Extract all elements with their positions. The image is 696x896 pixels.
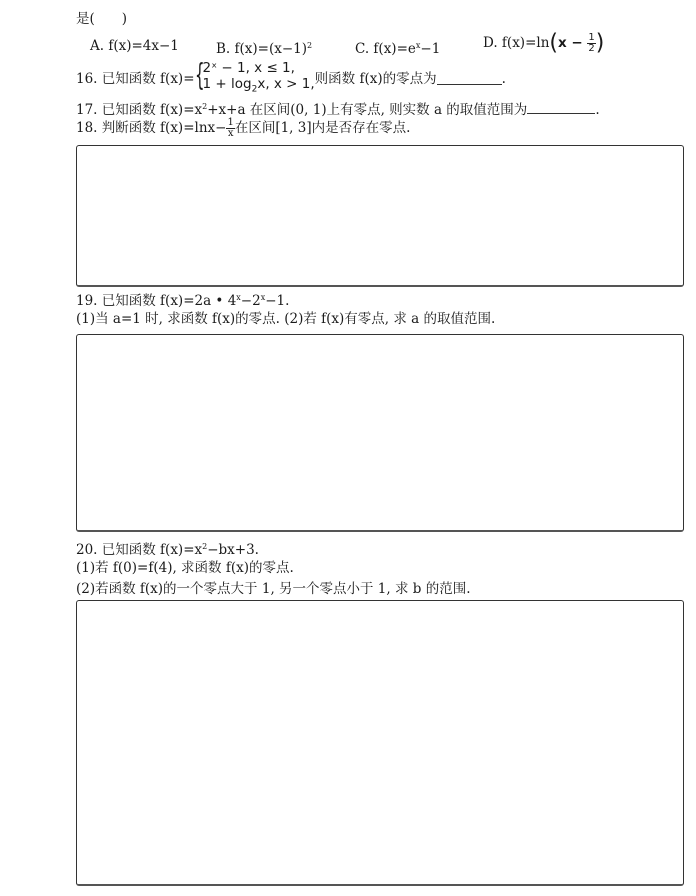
option-b-text: B. f(x)=(x−1) [216, 41, 308, 57]
q20-line-2: (1)若 f(0)=f(4), 求函数 f(x)的零点. [76, 560, 294, 576]
q20-line-3: (2)若函数 f(x)的一个零点大于 1, 另一个零点小于 1, 求 b 的范围. [76, 581, 471, 597]
fraction-denominator: x [227, 128, 234, 139]
q18-fraction [226, 118, 234, 139]
option-a-text: A. f(x)=4x−1 [90, 38, 179, 54]
q17 [76, 98, 600, 119]
q16-piecewise [195, 60, 315, 98]
q16-answer-blank[interactable] [437, 72, 502, 85]
brace-icon: { [194, 58, 205, 93]
q19-line1-a: 19. 已知函数 f(x)=2a • 4 [76, 293, 237, 309]
option-d-fraction [587, 33, 595, 54]
q20-line1-b: −bx+3. [207, 542, 259, 558]
q19-exp-1: x [236, 293, 241, 302]
q19-line1-c: −1. [265, 293, 290, 309]
q17-prefix: 17. 已知函数 f(x)=x [76, 102, 203, 118]
option-d-expr: x − [558, 35, 588, 51]
q15-option-c [355, 37, 440, 58]
option-c-exponent: x [415, 41, 421, 50]
q20-exponent: 2 [202, 542, 208, 551]
fraction-denominator: 2 [588, 43, 595, 54]
fraction-numerator: 1 [588, 32, 595, 43]
q15-option-a [90, 37, 179, 55]
q17-answer-blank[interactable] [527, 101, 595, 114]
q16-end: . [501, 70, 506, 87]
option-b-exponent: 2 [307, 41, 313, 50]
case2-sub: 2 [251, 84, 258, 95]
q18 [76, 118, 410, 139]
case2-a: 1 + log [202, 76, 252, 92]
q16-case-1: 2ˣ − 1, x ≤ 1, [202, 60, 295, 76]
option-c-text: C. f(x)=e [355, 41, 416, 57]
q19-line-2: (1)当 a=1 时, 求函数 f(x)的零点. (2)若 f(x)有零点, 求 a 的取值范围. [76, 311, 496, 327]
q20-line1-a: 20. 已知函数 f(x)=x [76, 542, 203, 558]
fraction-numerator: 1 [227, 117, 234, 128]
q15-stem-tail: 是( ) [76, 11, 128, 27]
option-d-paren-open: ( [549, 30, 558, 56]
q15-option-d [483, 30, 605, 56]
case2-b: x, x > 1, [257, 76, 315, 92]
q15-option-b [216, 37, 312, 58]
q16-prefix: 16. 已知函数 f(x)= [76, 70, 195, 87]
option-c-tail: −1 [420, 41, 441, 57]
q20-answer-box[interactable] [76, 600, 684, 886]
q17-exponent: 2 [202, 102, 208, 111]
option-d-paren-close: ) [595, 30, 605, 56]
q17-end: . [595, 102, 600, 118]
q19-line-1 [76, 289, 289, 310]
q16-case-2 [203, 76, 315, 98]
q18-prefix: 18. 判断函数 f(x)=lnx− [76, 120, 227, 136]
q19-exp-2: x [260, 293, 266, 302]
q18-answer-box[interactable] [76, 145, 684, 287]
q17-mid: +x+a 在区间(0, 1)上有零点, 则实数 a 的取值范围为 [207, 102, 528, 118]
q19-line1-b: −2 [240, 293, 261, 309]
q20-line-1 [76, 538, 259, 559]
q16 [76, 60, 506, 96]
q16-suffix: 则函数 f(x)的零点为 [314, 70, 437, 87]
q18-suffix: 在区间[1, 3]内是否存在零点. [234, 120, 411, 136]
q19-answer-box[interactable] [76, 334, 684, 532]
option-d-text: D. f(x)=ln [483, 35, 550, 51]
